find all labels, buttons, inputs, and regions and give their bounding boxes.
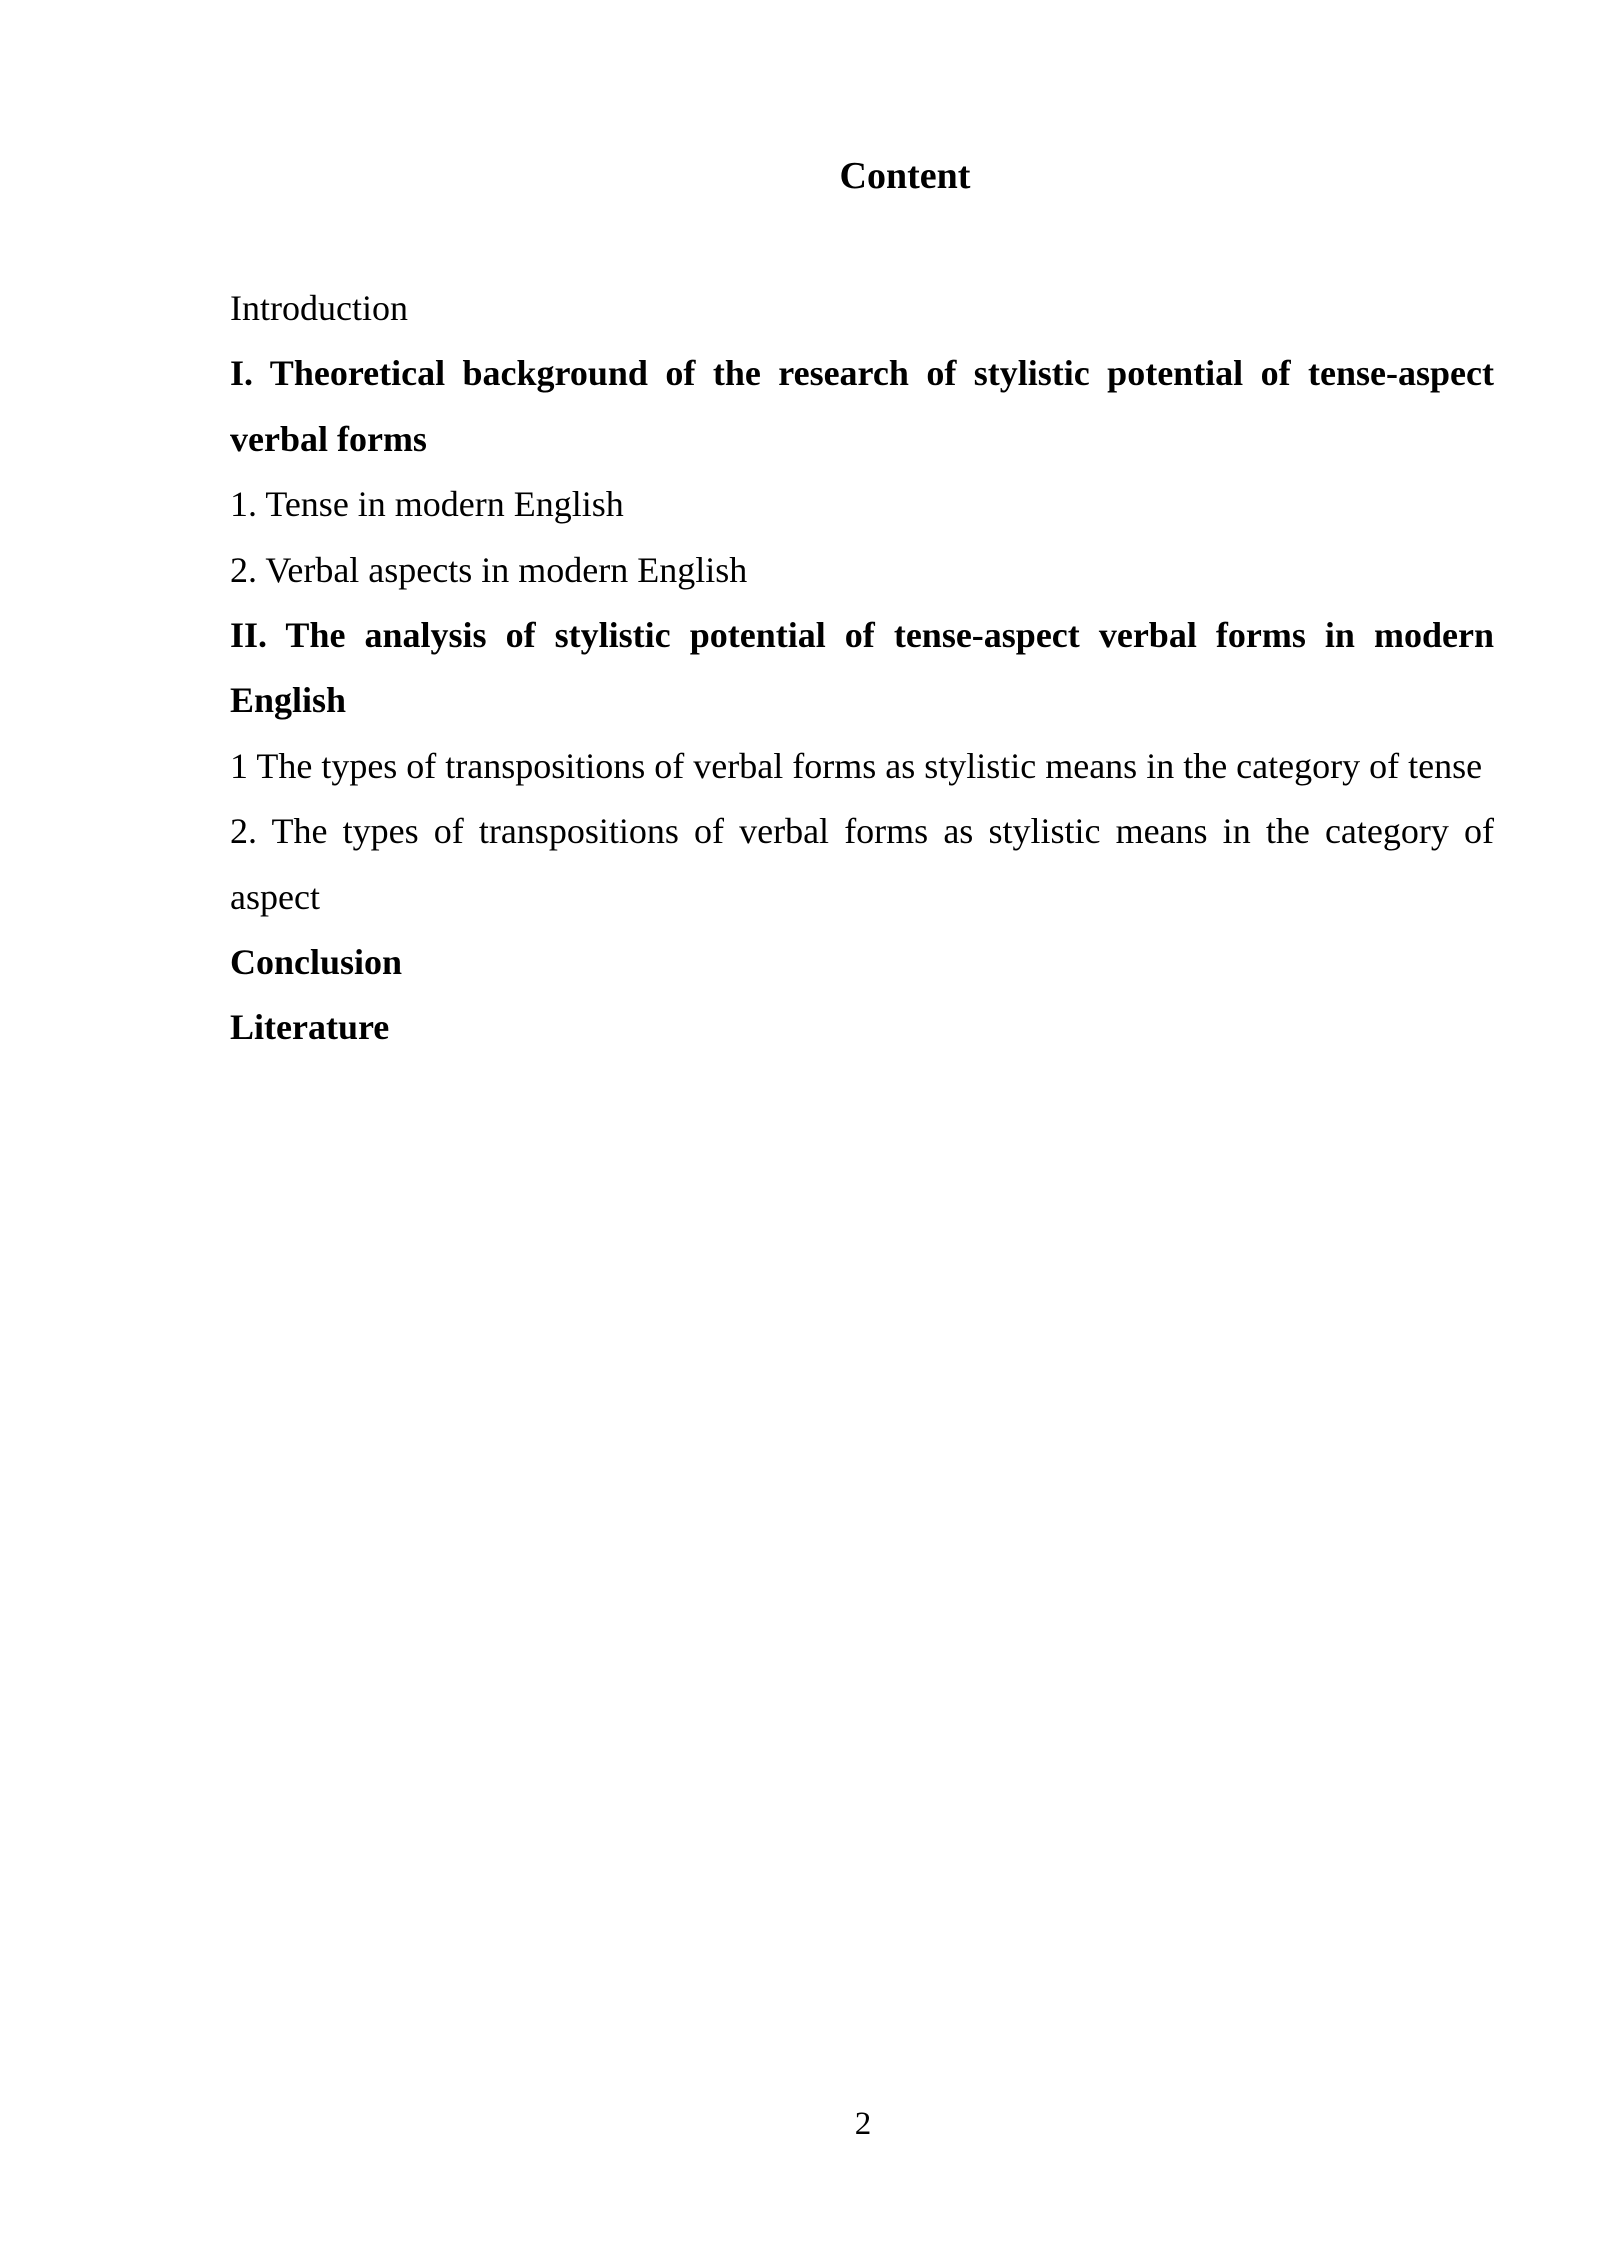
toc-entry-literature: Literature [230, 1007, 390, 1048]
toc-entry-part-two: II. The analysis of stylistic potential of tense-aspect verbal forms in modern English [230, 615, 1494, 721]
toc-entry-part-one: I. Theoretical background of the research of stylistic potential of tense-aspect verbal forms [230, 353, 1494, 459]
toc-entry-section-2-1: 1 The types of transpositions of verbal forms as stylistic means in the category of tense [230, 745, 1483, 786]
page-number: 2 [854, 2106, 872, 2142]
page-title: Content [839, 155, 971, 197]
toc-entry-section-2-2: 2. The types of transpositions of verbal forms as stylistic means in the category of aspect [230, 811, 1494, 917]
toc-entry-conclusion: Conclusion [230, 942, 403, 983]
table-of-contents [230, 276, 1494, 1061]
toc-entry-introduction: Introduction [230, 288, 408, 328]
toc-entry-section-1-2: 2. Verbal aspects in modern English [230, 549, 748, 590]
toc-entry-section-1-1: 1. Tense in modern English [230, 484, 624, 525]
